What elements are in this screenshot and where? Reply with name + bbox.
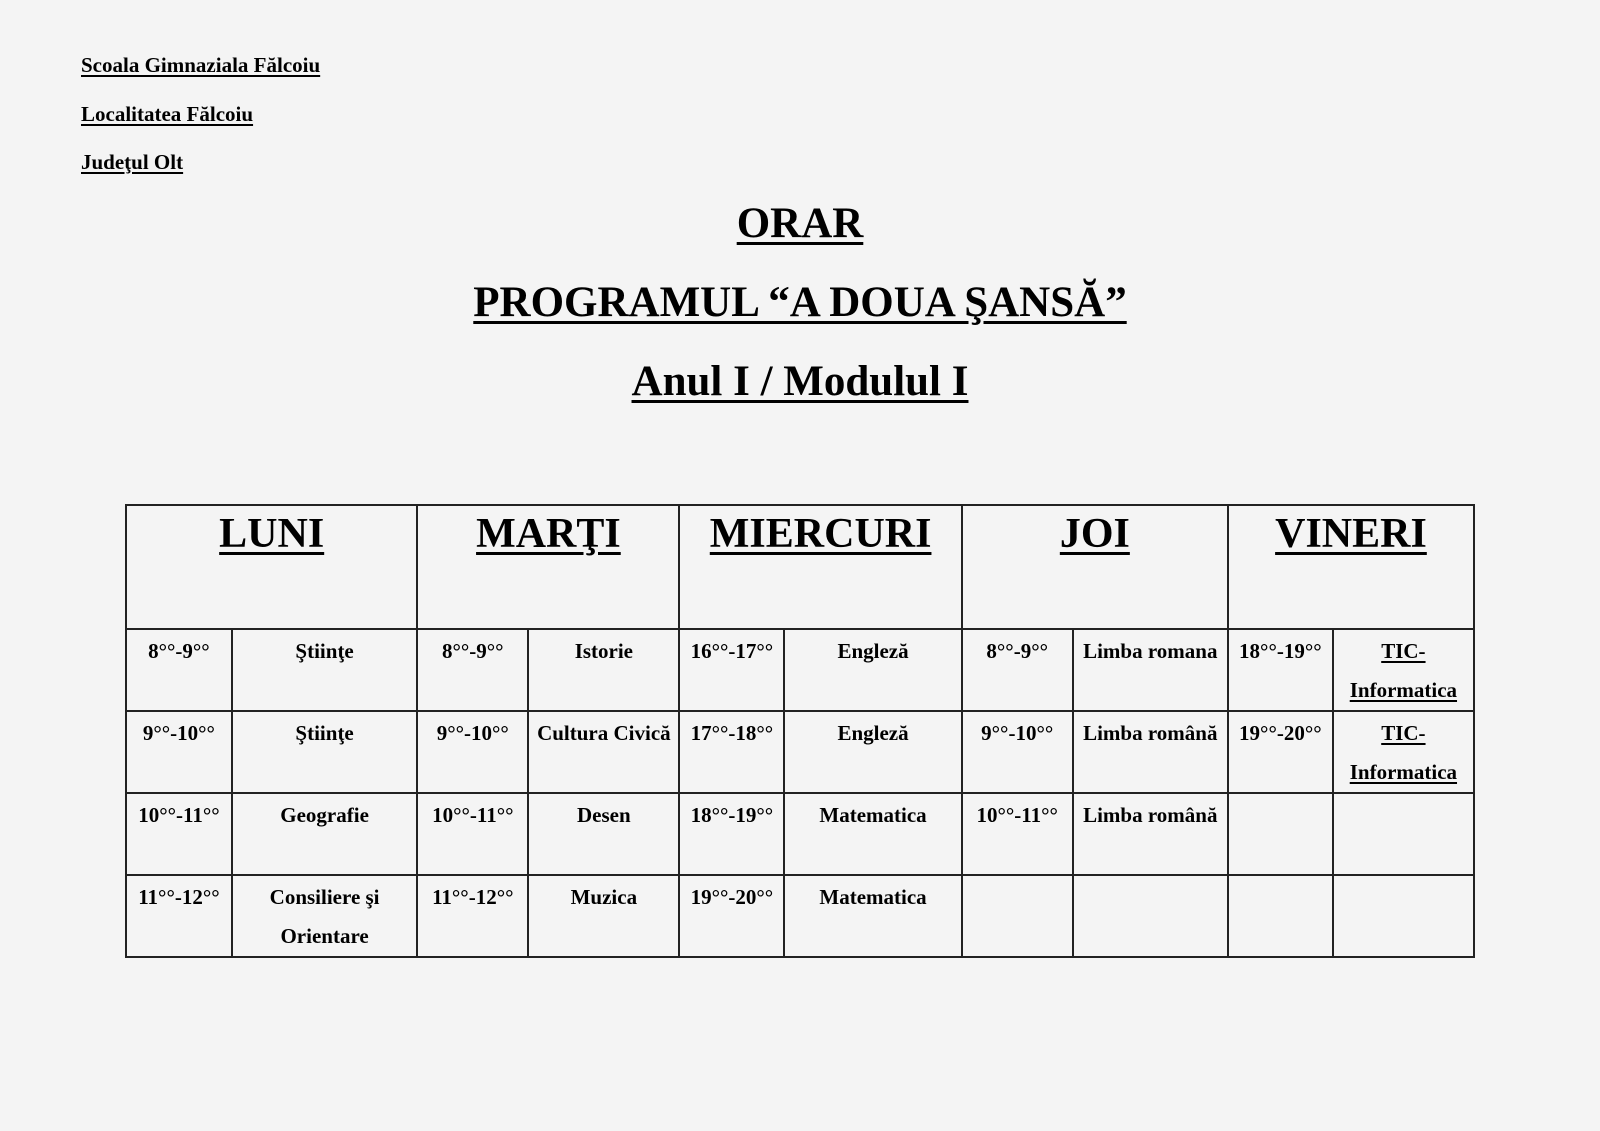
day-header-marti: MARŢI — [417, 505, 679, 629]
subject-cell: Limba romana — [1073, 629, 1228, 711]
table-row — [126, 629, 1474, 711]
time-cell: 10°°-11°° — [126, 793, 232, 875]
locality-name: Localitatea Fălcoiu — [81, 101, 254, 126]
time-cell: 16°°-17°° — [679, 629, 784, 711]
subject-cell: Ştiinţe — [232, 629, 418, 711]
subject-cell: Engleză — [784, 711, 961, 793]
subject-cell — [1333, 793, 1474, 875]
time-cell: 18°°-19°° — [679, 793, 784, 875]
time-cell: 18°°-19°° — [1228, 629, 1333, 711]
time-cell: 8°°-9°° — [126, 629, 232, 711]
county-name: Judeţul Olt — [81, 150, 184, 174]
subject-cell: Matematica — [784, 875, 961, 957]
subject-cell: Geografie — [232, 793, 418, 875]
subject-cell: Desen — [528, 793, 679, 875]
table-row — [126, 875, 1474, 957]
time-cell: 9°°-10°° — [417, 711, 528, 793]
subject-cell: TIC-Informatica — [1333, 711, 1474, 793]
days-header-row — [126, 505, 1474, 629]
time-cell: 19°°-20°° — [1228, 711, 1333, 793]
time-cell: 10°°-11°° — [962, 793, 1073, 875]
subject-cell: Engleză — [784, 629, 961, 711]
title-module: Anul I / Modulul I — [631, 358, 969, 405]
time-cell: 11°°-12°° — [417, 875, 528, 957]
subject-cell — [1073, 875, 1228, 957]
subject-cell: Limba română — [1073, 793, 1228, 875]
subject-cell — [1333, 875, 1474, 957]
time-cell: 17°°-18°° — [679, 711, 784, 793]
day-header-joi: JOI — [962, 505, 1228, 629]
document-titles — [0, 197, 1600, 434]
time-cell: 8°°-9°° — [417, 629, 528, 711]
table-row — [126, 711, 1474, 793]
time-cell: 9°°-10°° — [962, 711, 1073, 793]
time-cell: 10°°-11°° — [417, 793, 528, 875]
day-header-miercuri: MIERCURI — [679, 505, 961, 629]
school-name: Scoala Gimnaziala Fălcoiu — [81, 53, 321, 77]
table-row — [126, 793, 1474, 875]
time-cell: 9°°-10°° — [126, 711, 232, 793]
time-cell — [1228, 875, 1333, 957]
subject-cell: Istorie — [528, 629, 679, 711]
time-cell: 19°°-20°° — [679, 875, 784, 957]
subject-cell: Matematica — [784, 793, 961, 875]
day-header-vineri: VINERI — [1228, 505, 1474, 629]
subject-cell: Cultura Civică — [528, 711, 679, 793]
time-cell — [1228, 793, 1333, 875]
schedule-table — [125, 504, 1475, 958]
subject-cell: TIC-Informatica — [1333, 629, 1474, 711]
time-cell — [962, 875, 1073, 957]
title-program: PROGRAMUL “A DOUA ŞANSĂ” — [473, 279, 1127, 326]
day-header-luni: LUNI — [126, 505, 417, 629]
subject-cell: Muzica — [528, 875, 679, 957]
subject-cell: Ştiinţe — [232, 711, 418, 793]
time-cell: 8°°-9°° — [962, 629, 1073, 711]
school-info — [81, 52, 320, 198]
time-cell: 11°°-12°° — [126, 875, 232, 957]
title-orar: ORAR — [736, 200, 864, 247]
subject-cell: Consiliere şi Orientare — [232, 875, 418, 957]
subject-cell: Limba română — [1073, 711, 1228, 793]
